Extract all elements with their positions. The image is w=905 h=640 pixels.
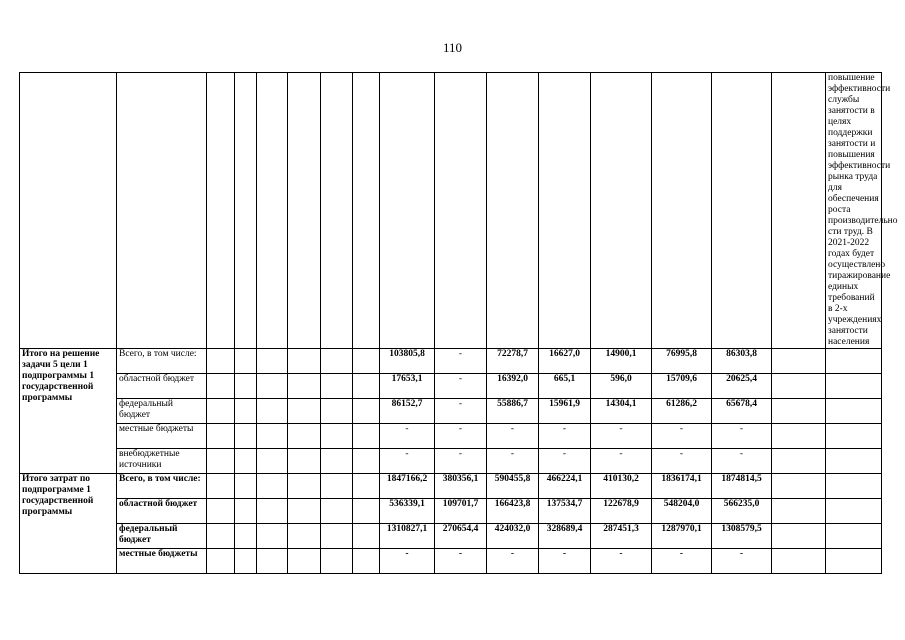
value-cell: - — [487, 424, 539, 449]
value-cell: 424032,0 — [487, 524, 539, 549]
cell-empty — [288, 73, 321, 349]
cell-empty — [20, 73, 117, 349]
cell-empty — [591, 73, 652, 349]
cell-empty — [207, 424, 235, 449]
cell-empty — [288, 374, 321, 399]
cell-empty — [353, 449, 380, 474]
value-cell: 103805,8 — [380, 349, 435, 374]
cell-empty — [321, 449, 353, 474]
cell-empty — [380, 73, 435, 349]
cell-empty — [207, 399, 235, 424]
table-row — [20, 549, 882, 574]
value-cell: - — [712, 449, 772, 474]
cell-empty — [772, 374, 826, 399]
value-cell: 15961,9 — [539, 399, 591, 424]
value-cell: - — [435, 424, 487, 449]
value-cell: 72278,7 — [487, 349, 539, 374]
value-cell: 287451,3 — [591, 524, 652, 549]
value-cell: 1308579,5 — [712, 524, 772, 549]
value-cell: 122678,9 — [591, 499, 652, 524]
cell-empty — [772, 524, 826, 549]
value-cell: 61286,2 — [652, 399, 712, 424]
table-row — [20, 474, 882, 499]
value-cell: 166423,8 — [487, 499, 539, 524]
value-cell: - — [487, 449, 539, 474]
cell-empty — [207, 449, 235, 474]
cell-empty — [353, 499, 380, 524]
cell-empty — [235, 474, 257, 499]
table-row — [20, 374, 882, 399]
cell-empty — [257, 474, 288, 499]
funding-source: внебюджетные источники — [117, 449, 207, 474]
value-cell: - — [435, 399, 487, 424]
value-cell: 14900,1 — [591, 349, 652, 374]
cell-empty — [826, 474, 882, 499]
value-cell: 466224,1 — [539, 474, 591, 499]
note-cell: повышение эффективности службы занятости в целях поддержки занятости и повышения эффективности рынка труда для обеспечения роста производительно сти труд. В 2021-2022 годах будет осуществлено тиражирование единых требований в 2-х учреждениях занятости населения — [826, 73, 882, 349]
value-cell: 548204,0 — [652, 499, 712, 524]
value-cell: - — [652, 424, 712, 449]
cell-empty — [487, 73, 539, 349]
value-cell: 1847166,2 — [380, 474, 435, 499]
cell-empty — [772, 449, 826, 474]
value-cell: - — [539, 424, 591, 449]
value-cell: - — [539, 549, 591, 574]
cell-empty — [435, 73, 487, 349]
value-cell: - — [435, 349, 487, 374]
table-row — [20, 499, 882, 524]
cell-empty — [207, 349, 235, 374]
cell-empty — [826, 399, 882, 424]
table-row — [20, 349, 882, 374]
cell-empty — [288, 524, 321, 549]
cell-empty — [826, 349, 882, 374]
value-cell: 410130,2 — [591, 474, 652, 499]
value-cell: 380356,1 — [435, 474, 487, 499]
block-title: Итого затрат по подпрограмме 1 государственной программы — [20, 474, 117, 574]
cell-empty — [235, 499, 257, 524]
value-cell: 137534,7 — [539, 499, 591, 524]
cell-empty — [321, 524, 353, 549]
cell-empty — [207, 549, 235, 574]
cell-empty — [257, 499, 288, 524]
cell-empty — [257, 449, 288, 474]
cell-empty — [826, 374, 882, 399]
table-row — [20, 424, 882, 449]
cell-empty — [288, 499, 321, 524]
value-cell: 86152,7 — [380, 399, 435, 424]
funding-source: областной бюджет — [117, 499, 207, 524]
cell-empty — [353, 73, 380, 349]
value-cell: 590455,8 — [487, 474, 539, 499]
cell-empty — [257, 524, 288, 549]
value-cell: 536339,1 — [380, 499, 435, 524]
value-cell: 14304,1 — [591, 399, 652, 424]
value-cell: - — [591, 449, 652, 474]
cell-empty — [207, 374, 235, 399]
cell-empty — [826, 424, 882, 449]
funding-source: Всего, в том числе: — [117, 349, 207, 374]
cell-empty — [207, 474, 235, 499]
value-cell: 665,1 — [539, 374, 591, 399]
cell-empty — [257, 399, 288, 424]
cell-empty — [772, 349, 826, 374]
value-cell: - — [487, 549, 539, 574]
funding-source: Всего, в том числе: — [117, 474, 207, 499]
cell-empty — [321, 549, 353, 574]
value-cell: - — [380, 449, 435, 474]
value-cell: - — [591, 549, 652, 574]
cell-empty — [712, 73, 772, 349]
cell-empty — [772, 549, 826, 574]
cell-empty — [235, 399, 257, 424]
cell-empty — [207, 524, 235, 549]
cell-empty — [235, 374, 257, 399]
funding-source: областной бюджет — [117, 374, 207, 399]
cell-empty — [288, 349, 321, 374]
cell-empty — [321, 399, 353, 424]
value-cell: - — [591, 424, 652, 449]
value-cell: 1836174,1 — [652, 474, 712, 499]
value-cell: - — [652, 549, 712, 574]
cell-empty — [321, 73, 353, 349]
cell-empty — [353, 524, 380, 549]
value-cell: 566235,0 — [712, 499, 772, 524]
value-cell: 15709,6 — [652, 374, 712, 399]
value-cell: 76995,8 — [652, 349, 712, 374]
table-row — [20, 524, 882, 549]
funding-source: федеральный бюджет — [117, 399, 207, 424]
cell-empty — [353, 349, 380, 374]
funding-source: местные бюджеты — [117, 549, 207, 574]
cell-empty — [772, 424, 826, 449]
value-cell: 86303,8 — [712, 349, 772, 374]
block-title: Итого на решение задачи 5 цели 1 подпрограммы 1 государственной программы — [20, 349, 117, 474]
cell-empty — [353, 374, 380, 399]
table-row — [20, 399, 882, 424]
value-cell: 270654,4 — [435, 524, 487, 549]
cell-empty — [826, 449, 882, 474]
cell-empty — [539, 73, 591, 349]
cell-empty — [321, 349, 353, 374]
funding-source: местные бюджеты — [117, 424, 207, 449]
value-cell: - — [435, 374, 487, 399]
cell-empty — [257, 73, 288, 349]
cell-empty — [235, 549, 257, 574]
cell-empty — [235, 73, 257, 349]
value-cell: - — [380, 424, 435, 449]
cell-empty — [772, 73, 826, 349]
cell-empty — [772, 399, 826, 424]
cell-empty — [652, 73, 712, 349]
value-cell: 20625,4 — [712, 374, 772, 399]
cell-empty — [257, 424, 288, 449]
value-cell: 1310827,1 — [380, 524, 435, 549]
cell-empty — [826, 524, 882, 549]
value-cell: 16392,0 — [487, 374, 539, 399]
value-cell: - — [652, 449, 712, 474]
cell-empty — [353, 549, 380, 574]
cell-empty — [288, 424, 321, 449]
value-cell: 109701,7 — [435, 499, 487, 524]
cell-empty — [117, 73, 207, 349]
value-cell: - — [712, 549, 772, 574]
cell-empty — [772, 499, 826, 524]
value-cell: 1287970,1 — [652, 524, 712, 549]
funding-source: федеральный бюджет — [117, 524, 207, 549]
value-cell: 17653,1 — [380, 374, 435, 399]
value-cell: - — [712, 424, 772, 449]
cell-empty — [826, 549, 882, 574]
cell-empty — [321, 499, 353, 524]
cell-empty — [288, 549, 321, 574]
value-cell: 65678,4 — [712, 399, 772, 424]
value-cell: 596,0 — [591, 374, 652, 399]
cell-empty — [288, 449, 321, 474]
cell-empty — [207, 73, 235, 349]
cell-empty — [235, 449, 257, 474]
value-cell: 16627,0 — [539, 349, 591, 374]
cell-empty — [353, 424, 380, 449]
value-cell: 1874814,5 — [712, 474, 772, 499]
value-cell: - — [380, 549, 435, 574]
value-cell: - — [435, 449, 487, 474]
page-number: 110 — [442, 40, 463, 55]
cell-empty — [826, 499, 882, 524]
value-cell: - — [435, 549, 487, 574]
cell-empty — [321, 374, 353, 399]
value-cell: 55886,7 — [487, 399, 539, 424]
cell-empty — [321, 424, 353, 449]
cell-empty — [257, 349, 288, 374]
cell-empty — [235, 524, 257, 549]
cell-empty — [288, 399, 321, 424]
note-row — [20, 73, 882, 349]
cell-empty — [772, 474, 826, 499]
cell-empty — [257, 549, 288, 574]
cell-empty — [353, 474, 380, 499]
cell-empty — [288, 474, 321, 499]
value-cell: 328689,4 — [539, 524, 591, 549]
cell-empty — [353, 399, 380, 424]
cell-empty — [207, 499, 235, 524]
cell-empty — [235, 349, 257, 374]
cell-empty — [257, 374, 288, 399]
cell-empty — [321, 474, 353, 499]
value-cell: - — [539, 449, 591, 474]
cell-empty — [235, 424, 257, 449]
table-row — [20, 449, 882, 474]
budget-table — [19, 72, 898, 574]
